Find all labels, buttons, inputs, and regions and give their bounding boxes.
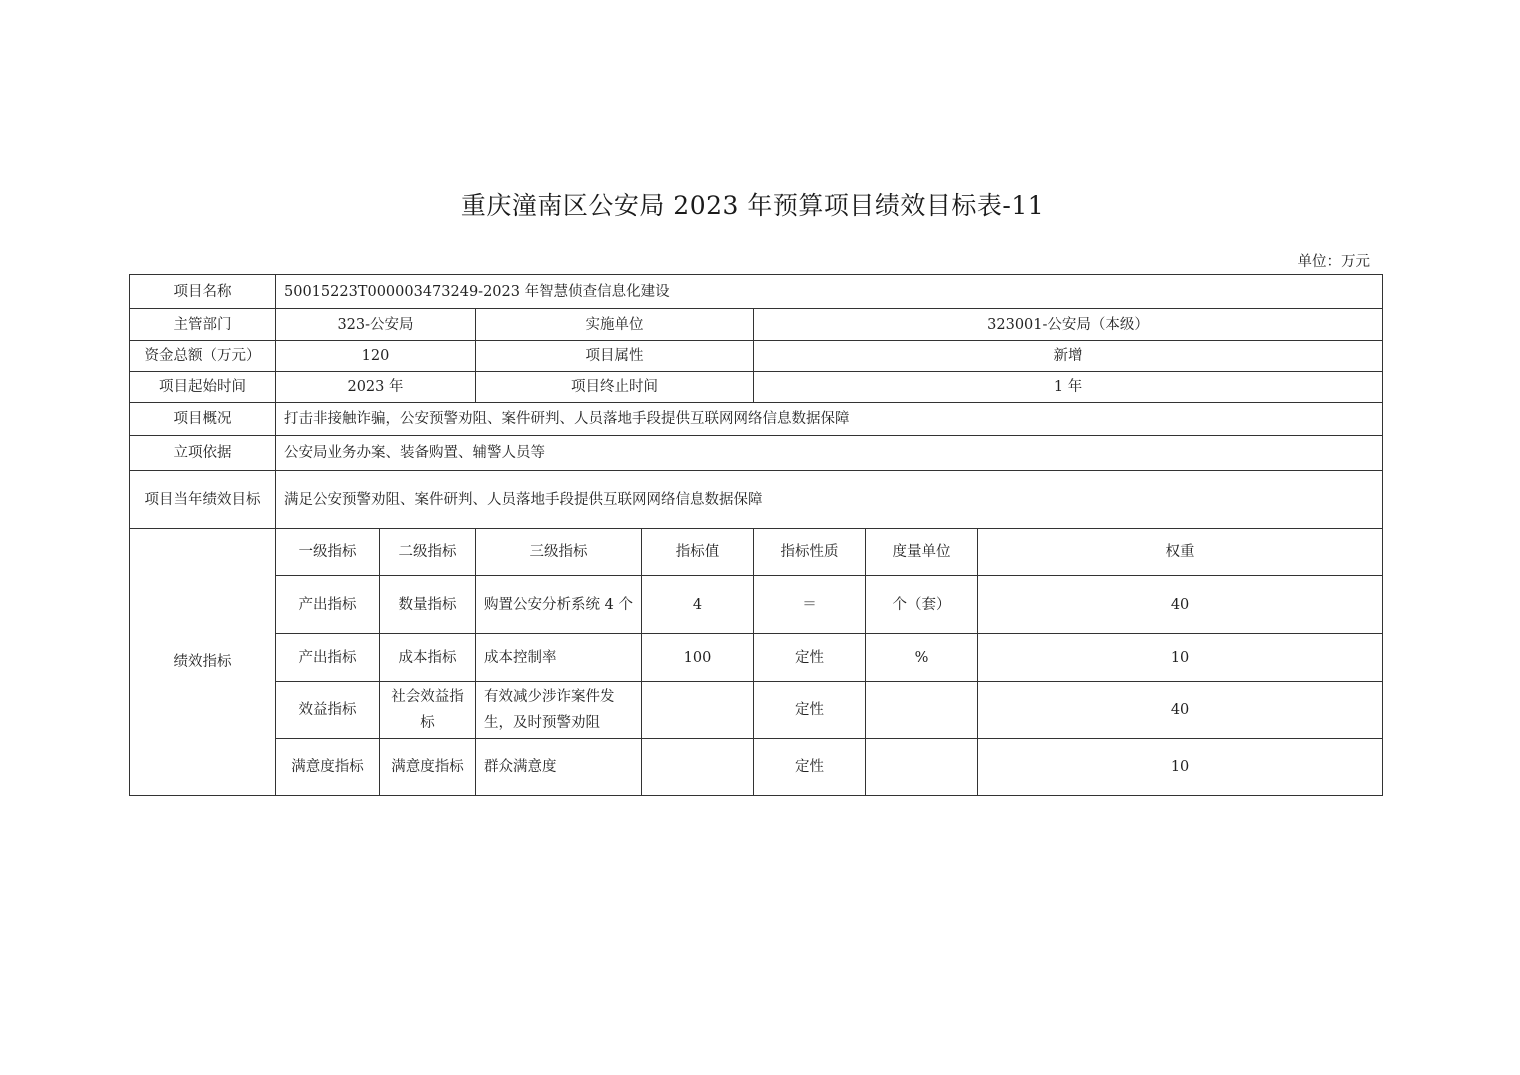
start-label: 项目起始时间 [130, 372, 276, 403]
indicator-level3: 成本控制率 [476, 634, 642, 682]
header-value: 指标值 [642, 529, 754, 576]
impl-value: 323001-公安局（本级） [754, 309, 1383, 341]
header-unit: 度量单位 [866, 529, 978, 576]
dept-label: 主管部门 [130, 309, 276, 341]
header-level2: 二级指标 [380, 529, 476, 576]
header-level3: 三级指标 [476, 529, 642, 576]
performance-target-table [129, 274, 1383, 796]
row-funds [130, 341, 1383, 372]
indicator-weight: 40 [978, 576, 1383, 634]
row-goal [130, 471, 1383, 529]
start-value: 2023 年 [276, 372, 476, 403]
indicator-level2: 数量指标 [380, 576, 476, 634]
overview-value: 打击非接触诈骗，公安预警劝阻、案件研判、人员落地手段提供互联网网络信息数据保障 [276, 403, 1383, 436]
indicator-row [130, 634, 1383, 682]
indicators-section-label: 绩效指标 [130, 529, 276, 796]
indicator-level1: 满意度指标 [276, 739, 380, 796]
indicator-weight: 10 [978, 739, 1383, 796]
row-period [130, 372, 1383, 403]
header-nature: 指标性质 [754, 529, 866, 576]
basis-label: 立项依据 [130, 436, 276, 471]
attr-value: 新增 [754, 341, 1383, 372]
indicator-unit [866, 682, 978, 739]
row-project-name [130, 275, 1383, 309]
impl-label: 实施单位 [476, 309, 754, 341]
funds-value: 120 [276, 341, 476, 372]
indicator-unit: % [866, 634, 978, 682]
project-name-label: 项目名称 [130, 275, 276, 309]
indicator-level1: 产出指标 [276, 634, 380, 682]
indicator-level2: 社会效益指标 [380, 682, 476, 739]
goal-value: 满足公安预警劝阻、案件研判、人员落地手段提供互联网网络信息数据保障 [276, 471, 1383, 529]
indicator-nature: 定性 [754, 634, 866, 682]
indicator-level1: 产出指标 [276, 576, 380, 634]
indicator-unit [866, 739, 978, 796]
indicator-nature: 定性 [754, 739, 866, 796]
row-overview [130, 403, 1383, 436]
funds-label: 资金总额（万元） [130, 341, 276, 372]
indicator-weight: 40 [978, 682, 1383, 739]
project-name-value: 50015223T000003473249-2023 年智慧侦查信息化建设 [276, 275, 1383, 309]
indicator-level3: 购置公安分析系统 4 个 [476, 576, 642, 634]
end-label: 项目终止时间 [476, 372, 754, 403]
indicator-level1: 效益指标 [276, 682, 380, 739]
unit-label: 单位：万元 [1297, 254, 1370, 270]
overview-label: 项目概况 [130, 403, 276, 436]
indicator-row [130, 576, 1383, 634]
indicator-header-row [130, 529, 1383, 576]
dept-value: 323-公安局 [276, 309, 476, 341]
indicator-nature: 定性 [754, 682, 866, 739]
goal-label: 项目当年绩效目标 [130, 471, 276, 529]
indicator-row [130, 682, 1383, 739]
indicator-level3: 有效减少涉诈案件发生，及时预警劝阻 [476, 682, 642, 739]
indicator-weight: 10 [978, 634, 1383, 682]
basis-value: 公安局业务办案、装备购置、辅警人员等 [276, 436, 1383, 471]
indicator-row [130, 739, 1383, 796]
indicator-value: 4 [642, 576, 754, 634]
indicator-value: 100 [642, 634, 754, 682]
indicator-level2: 满意度指标 [380, 739, 476, 796]
attr-label: 项目属性 [476, 341, 754, 372]
end-value: 1 年 [754, 372, 1383, 403]
row-department [130, 309, 1383, 341]
indicator-value [642, 682, 754, 739]
indicator-level3: 群众满意度 [476, 739, 642, 796]
indicator-nature: ＝ [754, 576, 866, 634]
row-basis [130, 436, 1383, 471]
indicator-level2: 成本指标 [380, 634, 476, 682]
document-title: 重庆潼南区公安局 2023 年预算项目绩效目标表-11 [460, 191, 1045, 220]
header-weight: 权重 [978, 529, 1383, 576]
indicator-value [642, 739, 754, 796]
indicator-unit: 个（套） [866, 576, 978, 634]
header-level1: 一级指标 [276, 529, 380, 576]
